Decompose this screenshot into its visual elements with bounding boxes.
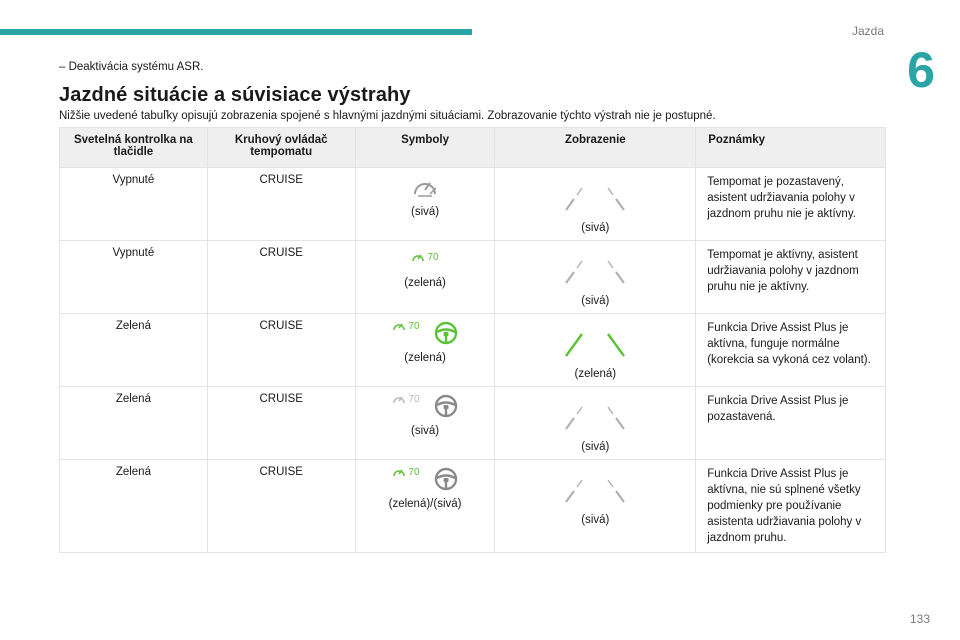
section-description: Nižšie uvedené tabuľky opisujú zobrazenia spojené s hlavnými jazdnými situáciami. Zobrazovanie týchto výstrah nie je postupné. <box>59 110 716 122</box>
lane-marking-icon <box>604 403 628 433</box>
lever-cell: CRUISE <box>207 387 355 460</box>
symbol-cell <box>355 387 495 460</box>
intro-line: – Deaktivácia systému ASR. <box>59 61 204 73</box>
header-lamp: Svetelná kontrolka na tlačidle <box>60 128 208 168</box>
notes-cell: Tempomat je aktívny, asistent udržiavania polohy v jazdnom pruhu nie je aktívny. <box>696 241 886 314</box>
lane-marking-icon <box>604 330 628 360</box>
lane-marking-icon <box>562 330 586 360</box>
lever-cell: CRUISE <box>207 460 355 553</box>
display-cell <box>495 314 696 387</box>
cruise-speed-indicator <box>392 393 419 405</box>
table-header-row <box>60 128 886 168</box>
header-display: Zobrazenie <box>495 128 696 168</box>
display-color-label: (sivá) <box>581 222 610 234</box>
header-lever: Kruhový ovládač tempomatu <box>207 128 355 168</box>
lane-marking-icon <box>562 257 586 287</box>
lamp-cell: Zelená <box>60 460 208 553</box>
set-speed-value: 70 <box>408 393 420 405</box>
cruise-speedometer-icon <box>412 175 438 199</box>
lane-marking-icon <box>604 257 628 287</box>
chapter-color-bar <box>0 29 472 35</box>
display-cell <box>495 168 696 241</box>
symbol-color-label: (sivá) <box>410 206 440 218</box>
lane-marking-icon <box>604 184 628 214</box>
symbol-cell <box>355 460 495 553</box>
cruise-speedometer-icon <box>411 251 425 263</box>
chapter-name: Jazda <box>851 24 884 38</box>
cruise-speed-indicator <box>392 320 419 332</box>
symbol-color-label: (zelená) <box>404 352 446 364</box>
table-row <box>60 168 886 241</box>
steering-wheel-icon <box>434 394 458 418</box>
symbol-cell <box>355 168 495 241</box>
symbol-color-label: (sivá) <box>410 425 440 437</box>
page-number: 133 <box>909 612 930 626</box>
lane-marking-icon <box>604 476 628 506</box>
header-notes: Poznámky <box>696 128 886 168</box>
set-speed-value: 70 <box>427 251 439 263</box>
warnings-table <box>59 127 886 553</box>
cruise-speedometer-icon <box>392 466 406 478</box>
set-speed-value: 70 <box>408 466 420 478</box>
steering-wheel-icon <box>434 321 458 345</box>
lamp-cell: Vypnuté <box>60 241 208 314</box>
display-cell <box>495 241 696 314</box>
display-color-label: (sivá) <box>581 441 610 453</box>
display-color-label: (zelená) <box>574 368 617 380</box>
table-row <box>60 460 886 553</box>
cruise-speedometer-icon <box>392 320 406 332</box>
symbol-color-label: (zelená)/(sivá) <box>388 498 462 510</box>
header-symbols: Symboly <box>355 128 495 168</box>
symbol-color-label: (zelená) <box>404 277 446 289</box>
display-color-label: (sivá) <box>581 295 610 307</box>
notes-cell: Funkcia Drive Assist Plus je aktívna, funguje normálne (korekcia sa vykoná cez volant). <box>696 314 886 387</box>
table-row <box>60 387 886 460</box>
steering-wheel-icon <box>434 467 458 491</box>
notes-cell: Funkcia Drive Assist Plus je aktívna, nie sú splnené všetky podmienky pre používanie asistenta udržiavania polohy v jazdnom pruhu. <box>696 460 886 553</box>
set-speed-value: 70 <box>408 320 420 332</box>
cruise-speedometer-icon <box>392 393 406 405</box>
table-row <box>60 314 886 387</box>
lever-cell: CRUISE <box>207 241 355 314</box>
symbol-cell <box>355 241 495 314</box>
table-row <box>60 241 886 314</box>
lever-cell: CRUISE <box>207 314 355 387</box>
cruise-speed-indicator <box>392 466 419 478</box>
lever-cell: CRUISE <box>207 168 355 241</box>
lane-marking-icon <box>562 476 586 506</box>
lane-marking-icon <box>562 403 586 433</box>
notes-cell: Funkcia Drive Assist Plus je pozastavená. <box>696 387 886 460</box>
lamp-cell: Zelená <box>60 387 208 460</box>
lamp-cell: Zelená <box>60 314 208 387</box>
cruise-speed-indicator <box>411 251 438 263</box>
display-color-label: (sivá) <box>581 514 610 526</box>
chapter-number: 6 <box>907 42 935 98</box>
lane-marking-icon <box>562 184 586 214</box>
lamp-cell: Vypnuté <box>60 168 208 241</box>
section-title: Jazdné situácie a súvisiace výstrahy <box>59 84 411 106</box>
notes-cell: Tempomat je pozastavený, asistent udržiavania polohy v jazdnom pruhu nie je aktívny. <box>696 168 886 241</box>
display-cell <box>495 460 696 553</box>
display-cell <box>495 387 696 460</box>
symbol-cell <box>355 314 495 387</box>
